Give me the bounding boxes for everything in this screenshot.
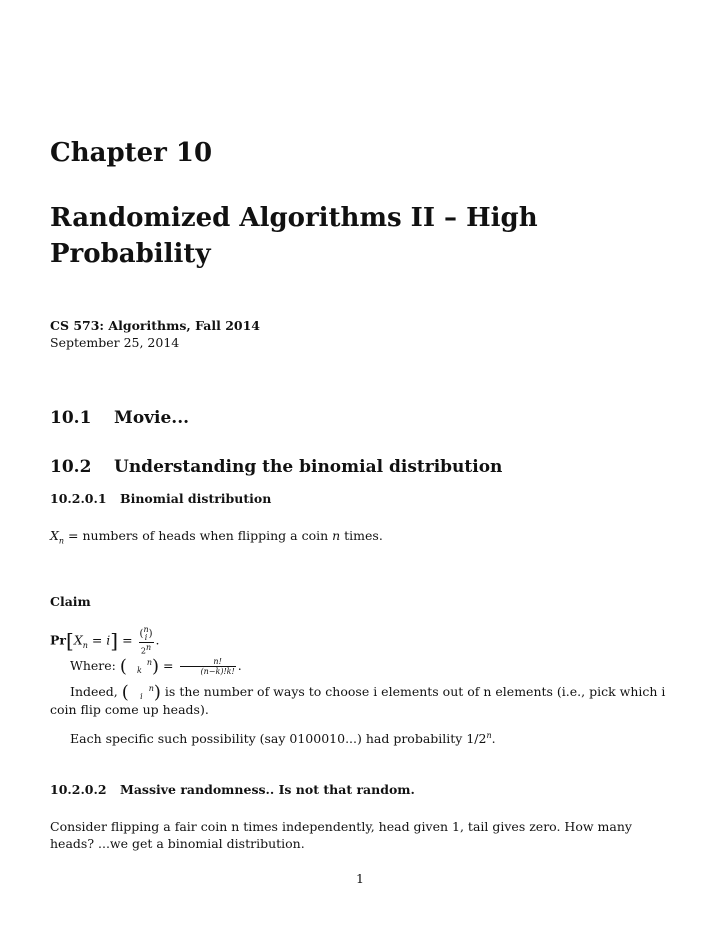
course-line: CS 573: Algorithms, Fall 2014 xyxy=(50,318,261,333)
section-heading-10-2 xyxy=(50,457,502,477)
section-title: Understanding the binomial distribution xyxy=(114,457,503,477)
consider-paragraph: Consider flipping a fair coin n times independently, head given 1, tail gives zero. How many heads? ...we get a binomial distribution. xyxy=(50,819,632,851)
chapter-title: Randomized Algorithms II – High Probability xyxy=(50,203,538,269)
where-fraction: $\frac{n!}{(n-k)!k!}$ xyxy=(180,657,236,676)
section-number: 10.2 xyxy=(50,457,92,477)
section-number: 10.1 xyxy=(50,408,92,428)
subsubsection-heading-2 xyxy=(50,782,415,797)
subsubsection-number: 10.2.0.1 xyxy=(50,491,107,506)
subsubsection-title: Binomial distribution xyxy=(120,491,272,506)
subsubsection-title: Massive randomness.. Is not that random. xyxy=(120,782,415,797)
indeed-paragraph: Indeed, ( n i ) is the number of ways to choose i elements out of n elements (i.e., pick which i coin flip come up heads). xyxy=(50,682,666,717)
where-line: Where: ( n k ) = $\frac{n!}{(n-k)!k!}$ . xyxy=(70,656,242,677)
page-number: 1 xyxy=(356,871,364,886)
section-heading-10-1 xyxy=(50,408,189,428)
each-line: Each specific such possibility (say 0100010...) had probability 1/2$^n$. xyxy=(70,731,496,747)
claim-fraction: (n i) 2$^n$ xyxy=(139,625,153,656)
claim-label: Claim xyxy=(50,594,91,609)
chapter-heading: Chapter 10 xyxy=(50,138,213,168)
section-title: Movie... xyxy=(114,408,190,428)
definition-line: $X_n$ = numbers of heads when flipping a coin n times. xyxy=(50,528,383,546)
date-line: September 25, 2014 xyxy=(50,335,180,350)
claim-formula: $Pr[X_n = i]$ = (n i) 2$^n$ . xyxy=(50,625,160,656)
subsubsection-heading-1 xyxy=(50,491,271,506)
subsubsection-number: 10.2.0.2 xyxy=(50,782,107,797)
